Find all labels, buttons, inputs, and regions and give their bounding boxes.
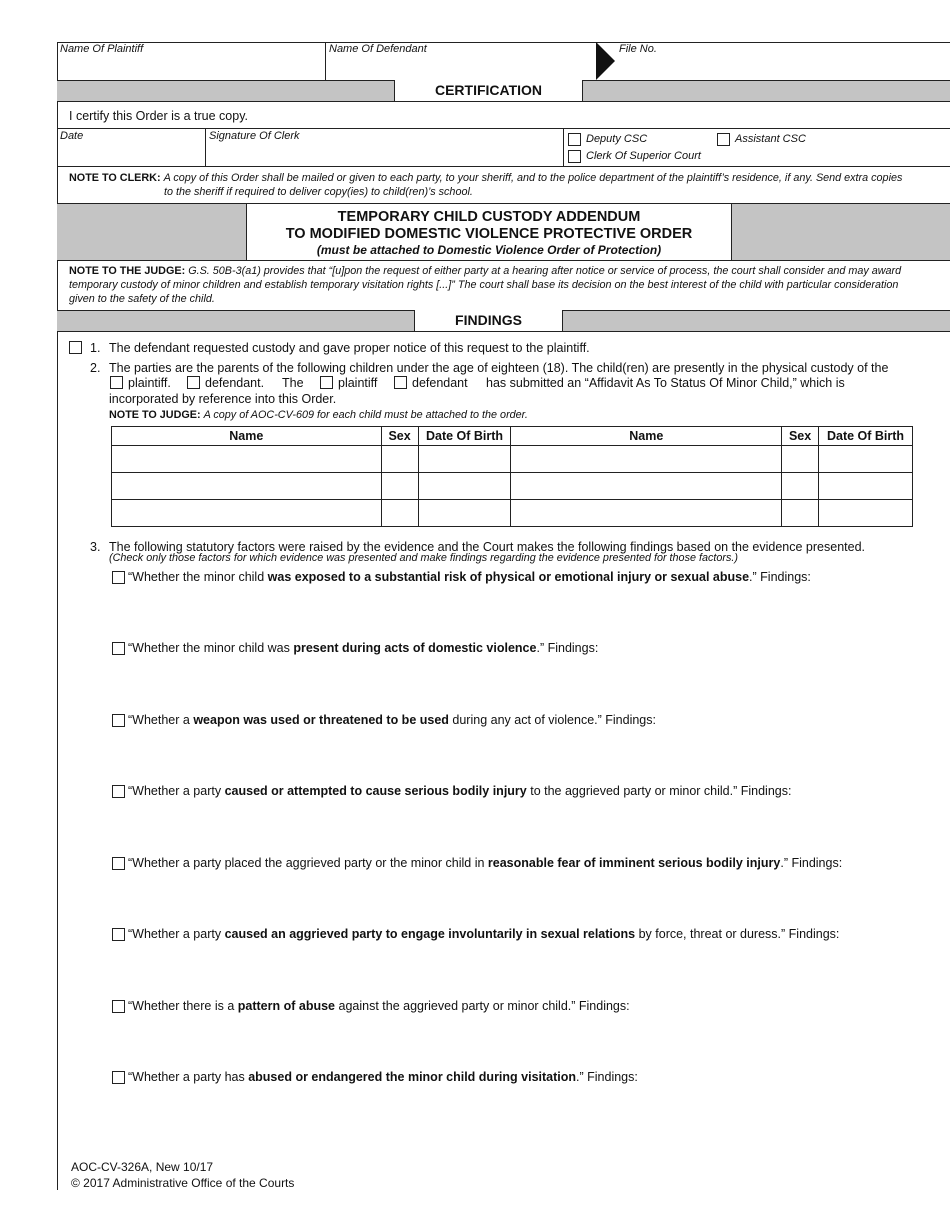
copyright: © 2017 Administrative Office of the Courts: [71, 1176, 295, 1190]
col-name-2: Name: [511, 427, 782, 446]
item2-note-label: NOTE TO JUDGE:: [109, 409, 201, 421]
affidavit-plaintiff-checkbox[interactable]: [320, 376, 333, 389]
affidavit-defendant-checkbox[interactable]: [394, 376, 407, 389]
child-sex-cell[interactable]: [782, 500, 819, 527]
judge-note-label: NOTE TO THE JUDGE:: [69, 265, 186, 277]
factor-text: “Whether a party placed the aggrieved party or the minor child in reasonable fear of imminent serious bodily injury.” Findings:: [128, 856, 843, 870]
judge-note: [69, 265, 901, 279]
judge-note-line2: temporary custody of minor children and establish temporary visitation rights [...]” The court shall base its decision on the best interest of the child with particular consideration: [69, 279, 899, 291]
item1-number: 1.: [90, 341, 101, 355]
table-row: [112, 473, 913, 500]
form-title-line2: TO MODIFIED DOMESTIC VIOLENCE PROTECTIVE ORDER: [285, 226, 693, 242]
header-top-rule: [57, 42, 950, 43]
defendant-label: Name Of Defendant: [329, 43, 427, 55]
deputy-csc-checkbox[interactable]: [568, 133, 581, 146]
child-sex-cell[interactable]: [782, 446, 819, 473]
custody-plaintiff-checkbox[interactable]: [110, 376, 123, 389]
item2-note: [109, 409, 528, 423]
custody-defendant-checkbox[interactable]: [187, 376, 200, 389]
col-dob-2: Date Of Birth: [819, 427, 913, 446]
col-sex-1: Sex: [381, 427, 418, 446]
signature-label: Signature Of Clerk: [209, 130, 300, 142]
item3-line1: The following statutory factors were raised by the evidence and the Court makes the following findings based on the evidence presented.: [109, 540, 865, 554]
child-sex-cell[interactable]: [381, 446, 418, 473]
item2-the: The: [282, 376, 304, 390]
item1-text: The defendant requested custody and gave proper notice of this request to the plaintiff.: [109, 341, 590, 355]
child-name-cell[interactable]: [511, 446, 782, 473]
child-name-cell[interactable]: [511, 473, 782, 500]
form-title-line3: (must be attached to Domestic Violence Order of Protection): [316, 243, 662, 257]
custody-plaintiff-label: plaintiff.: [128, 376, 171, 390]
factor-checkbox[interactable]: [112, 642, 125, 655]
child-name-cell[interactable]: [112, 473, 382, 500]
child-dob-cell[interactable]: [418, 446, 511, 473]
item2-line3: incorporated by reference into this Order.: [109, 392, 337, 406]
note-to-clerk-text-2: to the sheriff if required to deliver copy(ies) to child(ren)’s school.: [164, 186, 473, 198]
factor-checkbox[interactable]: [112, 1000, 125, 1013]
factor-text: “Whether a party caused an aggrieved party to engage involuntarily in sexual relations by force, threat or duress.” Findings:: [128, 927, 840, 941]
child-sex-cell[interactable]: [381, 473, 418, 500]
certification-title: CERTIFICATION: [394, 80, 583, 101]
factor-text: “Whether the minor child was exposed to a substantial risk of physical or emotional injury or sexual abuse.” Findings:: [128, 570, 811, 584]
child-dob-cell[interactable]: [418, 473, 511, 500]
factor-checkbox[interactable]: [112, 714, 125, 727]
assistant-csc-label: Assistant CSC: [735, 133, 806, 145]
table-row: [112, 446, 913, 473]
factor-checkbox[interactable]: [112, 928, 125, 941]
custody-defendant-label: defendant.: [205, 376, 265, 390]
certification-statement: I certify this Order is a true copy.: [69, 109, 248, 123]
item3-number: 3.: [90, 540, 101, 554]
child-name-cell[interactable]: [511, 500, 782, 527]
file-no-label: File No.: [619, 43, 657, 55]
child-sex-cell[interactable]: [381, 500, 418, 527]
affidavit-plaintiff-label: plaintiff: [338, 376, 378, 390]
item2-line1: The parties are the parents of the following children under the age of eighteen (18). The child(ren) are presently in the physical custody of the: [109, 361, 889, 375]
judge-note-line1: G.S. 50B-3(a1) provides that “[u]pon the request of either party at a hearing after notice or service of process, the court shall consider and may award: [188, 265, 902, 277]
note-to-clerk: [69, 172, 939, 186]
date-label: Date: [60, 130, 84, 142]
clerk-superior-court-label: Clerk Of Superior Court: [586, 150, 701, 162]
item2-number: 2.: [90, 361, 101, 375]
form-id: AOC-CV-326A, New 10/17: [71, 1160, 214, 1174]
factor-text: “Whether a weapon was used or threatened to be used during any act of violence.” Findings:: [128, 713, 656, 727]
factor-text: “Whether a party has abused or endangered the minor child during visitation.” Findings:: [128, 1070, 638, 1084]
findings-title: FINDINGS: [414, 310, 563, 331]
title-box: [246, 204, 732, 260]
child-name-cell[interactable]: [112, 446, 382, 473]
factor-text: “Whether there is a pattern of abuse against the aggrieved party or minor child.” Findings:: [128, 999, 630, 1013]
form-title-line1: TEMPORARY CHILD CUSTODY ADDENDUM: [337, 209, 641, 225]
factor-checkbox[interactable]: [112, 1071, 125, 1084]
col-sex-2: Sex: [782, 427, 819, 446]
factor-text: “Whether a party caused or attempted to cause serious bodily injury to the aggrieved party or minor child.” Findings:: [128, 784, 792, 798]
child-dob-cell[interactable]: [418, 500, 511, 527]
item2-submitted: has submitted an “Affidavit As To Status Of Minor Child,” which is: [486, 376, 845, 390]
assistant-csc-checkbox[interactable]: [717, 133, 730, 146]
clerk-superior-court-checkbox[interactable]: [568, 150, 581, 163]
child-dob-cell[interactable]: [819, 473, 913, 500]
child-sex-cell[interactable]: [782, 473, 819, 500]
factor-text: “Whether the minor child was present during acts of domestic violence.” Findings:: [128, 641, 599, 655]
factor-checkbox[interactable]: [112, 571, 125, 584]
col-name-1: Name: [112, 427, 382, 446]
item1-checkbox[interactable]: [69, 341, 82, 354]
note-to-clerk-text: A copy of this Order shall be mailed or given to each party, to your sheriff, and to the police department of the plaintiff’s residence, if any. Send extra copies: [163, 172, 903, 184]
factor-checkbox[interactable]: [112, 785, 125, 798]
table-row: [112, 500, 913, 527]
children-table: [111, 426, 913, 527]
factor-checkbox[interactable]: [112, 857, 125, 870]
child-dob-cell[interactable]: [819, 446, 913, 473]
col-dob-1: Date Of Birth: [418, 427, 511, 446]
child-name-cell[interactable]: [112, 500, 382, 527]
table-header-row: [112, 427, 913, 446]
judge-note-line3: given to the safety of the child.: [69, 293, 215, 305]
child-dob-cell[interactable]: [819, 500, 913, 527]
item2-note-text: A copy of AOC-CV-609 for each child must be attached to the order.: [203, 409, 528, 421]
plaintiff-label: Name Of Plaintiff: [60, 43, 144, 55]
affidavit-defendant-label: defendant: [412, 376, 468, 390]
file-arrow-icon: [596, 42, 615, 80]
item3-line2: (Check only those factors for which evidence was presented and make findings regarding the evidence presented for those factors.): [109, 552, 738, 564]
note-to-clerk-label: NOTE TO CLERK:: [69, 172, 161, 184]
deputy-csc-label: Deputy CSC: [586, 133, 648, 145]
